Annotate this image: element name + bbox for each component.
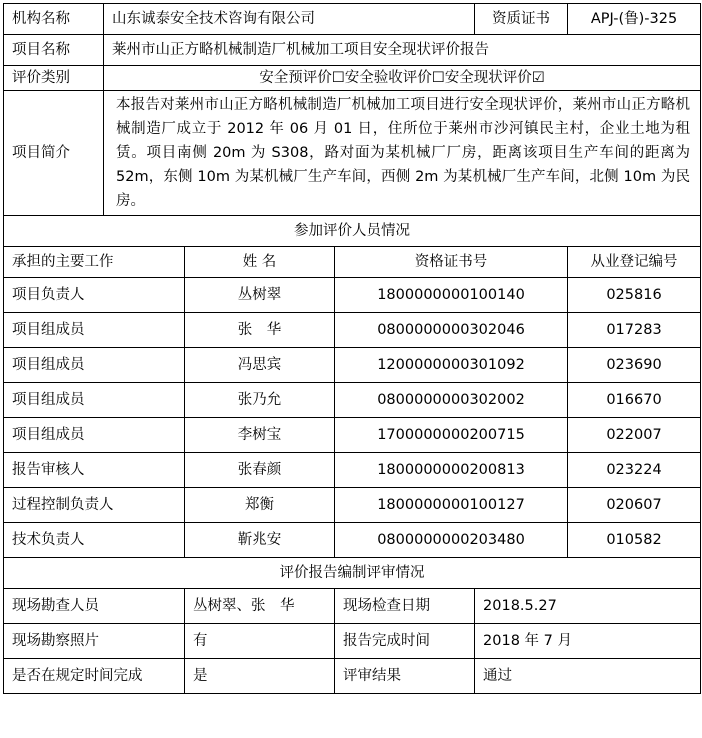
review-label: 现场勘察照片 xyxy=(4,624,185,659)
person-cert: 1800000000200813 xyxy=(335,453,568,488)
person-reg: 020607 xyxy=(568,488,701,523)
personnel-section-title: 参加评价人员情况 xyxy=(4,216,701,247)
review-label: 评审结果 xyxy=(335,659,475,694)
review-label: 是否在规定时间完成 xyxy=(4,659,185,694)
col-header-name: 姓 名 xyxy=(185,247,335,278)
project-name-label: 项目名称 xyxy=(4,35,104,66)
summary-text: 本报告对莱州市山正方略机械制造厂机械加工项目进行安全现状评价，莱州市山正方略机械制造厂成立于 2012 年 06 月 01 日，住所位于莱州市沙河镇民主村，企业土地为租赁。项目南侧 20m 为 S308，路对面为某机械厂厂房，距离该项目生产车间的距离为 52m，东侧 10m 为某机械厂生产车间，西侧 2m 为某机械厂生产车间，北侧 10m 为民房。 xyxy=(104,91,701,216)
cert-label: 资质证书 xyxy=(475,4,568,35)
person-role: 项目负责人 xyxy=(4,278,185,313)
org-value: 山东诚泰安全技术咨询有限公司 xyxy=(104,4,475,35)
person-role: 项目组成员 xyxy=(4,348,185,383)
person-reg: 022007 xyxy=(568,418,701,453)
table-row xyxy=(4,418,701,453)
person-role: 项目组成员 xyxy=(4,418,185,453)
eval-type-value: 安全预评价☐安全验收评价☐安全现状评价☑ xyxy=(104,66,701,91)
row-review-title xyxy=(4,558,701,589)
col-header-cert: 资格证书号 xyxy=(335,247,568,278)
table-row xyxy=(4,659,701,694)
table-row xyxy=(4,313,701,348)
table-row xyxy=(4,278,701,313)
person-role: 过程控制负责人 xyxy=(4,488,185,523)
person-name: 李树宝 xyxy=(185,418,335,453)
row-personnel-header xyxy=(4,247,701,278)
person-cert: 1800000000100140 xyxy=(335,278,568,313)
project-name-value: 莱州市山正方略机械制造厂机械加工项目安全现状评价报告 xyxy=(104,35,701,66)
person-name: 靳兆安 xyxy=(185,523,335,558)
review-label: 现场检查日期 xyxy=(335,589,475,624)
row-summary xyxy=(4,91,701,216)
review-section-title: 评价报告编制评审情况 xyxy=(4,558,701,589)
review-value: 有 xyxy=(185,624,335,659)
row-org xyxy=(4,4,701,35)
person-name: 丛树翠 xyxy=(185,278,335,313)
table-row xyxy=(4,488,701,523)
table-row xyxy=(4,589,701,624)
person-name: 张 华 xyxy=(185,313,335,348)
person-role: 报告审核人 xyxy=(4,453,185,488)
review-value: 丛树翠、张 华 xyxy=(185,589,335,624)
person-reg: 023690 xyxy=(568,348,701,383)
person-cert: 1700000000200715 xyxy=(335,418,568,453)
person-cert: 0800000000302046 xyxy=(335,313,568,348)
table-row xyxy=(4,348,701,383)
summary-label: 项目简介 xyxy=(4,91,104,216)
person-reg: 017283 xyxy=(568,313,701,348)
col-header-role: 承担的主要工作 xyxy=(4,247,185,278)
person-role: 项目组成员 xyxy=(4,383,185,418)
table-row xyxy=(4,453,701,488)
person-reg: 023224 xyxy=(568,453,701,488)
row-project-name xyxy=(4,35,701,66)
review-value: 是 xyxy=(185,659,335,694)
person-reg: 010582 xyxy=(568,523,701,558)
person-reg: 025816 xyxy=(568,278,701,313)
row-personnel-title xyxy=(4,216,701,247)
row-eval-type xyxy=(4,66,701,91)
person-cert: 0800000000302002 xyxy=(335,383,568,418)
person-cert: 1800000000100127 xyxy=(335,488,568,523)
table-row xyxy=(4,383,701,418)
info-table xyxy=(3,3,701,694)
review-label: 报告完成时间 xyxy=(335,624,475,659)
col-header-reg: 从业登记编号 xyxy=(568,247,701,278)
review-value: 通过 xyxy=(475,659,701,694)
review-value: 2018 年 7 月 xyxy=(475,624,701,659)
table-row xyxy=(4,624,701,659)
person-cert: 1200000000301092 xyxy=(335,348,568,383)
person-cert: 0800000000203480 xyxy=(335,523,568,558)
person-reg: 016670 xyxy=(568,383,701,418)
table-row xyxy=(4,523,701,558)
review-label: 现场勘查人员 xyxy=(4,589,185,624)
eval-type-label: 评价类别 xyxy=(4,66,104,91)
person-name: 冯思宾 xyxy=(185,348,335,383)
person-role: 项目组成员 xyxy=(4,313,185,348)
cert-value: APJ-(鲁)-325 xyxy=(568,4,701,35)
org-label: 机构名称 xyxy=(4,4,104,35)
person-role: 技术负责人 xyxy=(4,523,185,558)
review-value: 2018.5.27 xyxy=(475,589,701,624)
person-name: 郑衡 xyxy=(185,488,335,523)
person-name: 张乃允 xyxy=(185,383,335,418)
person-name: 张春颜 xyxy=(185,453,335,488)
